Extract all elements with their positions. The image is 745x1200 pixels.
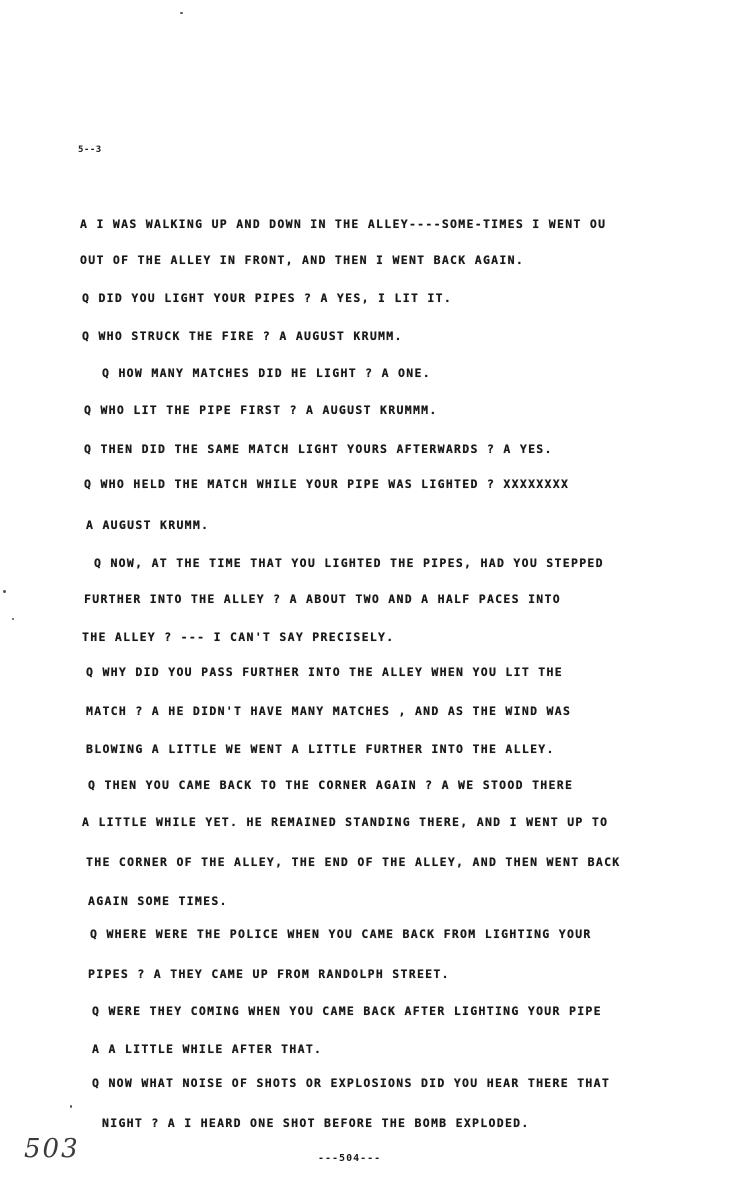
- paper-speck: [180, 12, 183, 14]
- typed-page-number: ---504---: [318, 1153, 382, 1164]
- transcript-line: NIGHT ? A I HEARD ONE SHOT BEFORE THE BOMB EXPLODED.: [102, 1116, 530, 1130]
- transcript-line: Q WERE THEY COMING WHEN YOU CAME BACK AFTER LIGHTING YOUR PIPE: [92, 1004, 602, 1018]
- transcript-line: THE CORNER OF THE ALLEY, THE END OF THE ALLEY, AND THEN WENT BACK: [86, 855, 621, 869]
- transcript-line: Q THEN YOU CAME BACK TO THE CORNER AGAIN ? A WE STOOD THERE: [88, 778, 574, 792]
- transcript-line: Q NOW WHAT NOISE OF SHOTS OR EXPLOSIONS DID YOU HEAR THERE THAT: [92, 1076, 611, 1090]
- transcript-line: Q WHO STRUCK THE FIRE ? A AUGUST KRUMM.: [82, 329, 403, 343]
- paper-speck: [12, 618, 14, 620]
- paper-speck: [70, 1105, 72, 1108]
- handwritten-page-number: 503: [24, 1134, 80, 1164]
- transcript-line: BLOWING A LITTLE WE WENT A LITTLE FURTHER INTO THE ALLEY.: [86, 742, 555, 756]
- page-tag: 5--3: [78, 145, 102, 155]
- paper-speck: [3, 590, 6, 593]
- transcript-line: Q WHY DID YOU PASS FURTHER INTO THE ALLEY WHEN YOU LIT THE: [86, 665, 563, 679]
- transcript-line: Q NOW, AT THE TIME THAT YOU LIGHTED THE PIPES, HAD YOU STEPPED: [94, 556, 604, 570]
- transcript-line: FURTHER INTO THE ALLEY ? A ABOUT TWO AND A HALF PACES INTO: [84, 592, 561, 606]
- transcript-line: Q WHO HELD THE MATCH WHILE YOUR PIPE WAS LIGHTED ? XXXXXXXX: [84, 477, 570, 491]
- transcript-line: A A LITTLE WHILE AFTER THAT.: [92, 1042, 323, 1056]
- transcript-line: Q WHO LIT THE PIPE FIRST ? A AUGUST KRUMMM.: [84, 403, 438, 417]
- transcript-line: A LITTLE WHILE YET. HE REMAINED STANDING THERE, AND I WENT UP TO: [82, 815, 609, 829]
- transcript-line: THE ALLEY ? --- I CAN'T SAY PRECISELY.: [82, 630, 395, 644]
- transcript-line: MATCH ? A HE DIDN'T HAVE MANY MATCHES , AND AS THE WIND WAS: [86, 704, 572, 718]
- transcript-line: PIPES ? A THEY CAME UP FROM RANDOLPH STREET.: [88, 967, 450, 981]
- transcript-line: A AUGUST KRUMM.: [86, 518, 210, 532]
- transcript-line: Q DID YOU LIGHT YOUR PIPES ? A YES, I LIT IT.: [82, 291, 453, 305]
- transcript-line: Q HOW MANY MATCHES DID HE LIGHT ? A ONE.: [102, 366, 431, 380]
- transcript-line: Q WHERE WERE THE POLICE WHEN YOU CAME BACK FROM LIGHTING YOUR: [90, 927, 592, 941]
- transcript-line: OUT OF THE ALLEY IN FRONT, AND THEN I WENT BACK AGAIN.: [80, 253, 525, 267]
- transcript-line: Q THEN DID THE SAME MATCH LIGHT YOURS AFTERWARDS ? A YES.: [84, 442, 553, 456]
- transcript-line: A I WAS WALKING UP AND DOWN IN THE ALLEY----SOME-TIMES I WENT OU: [80, 217, 607, 231]
- transcript-line: AGAIN SOME TIMES.: [88, 894, 228, 908]
